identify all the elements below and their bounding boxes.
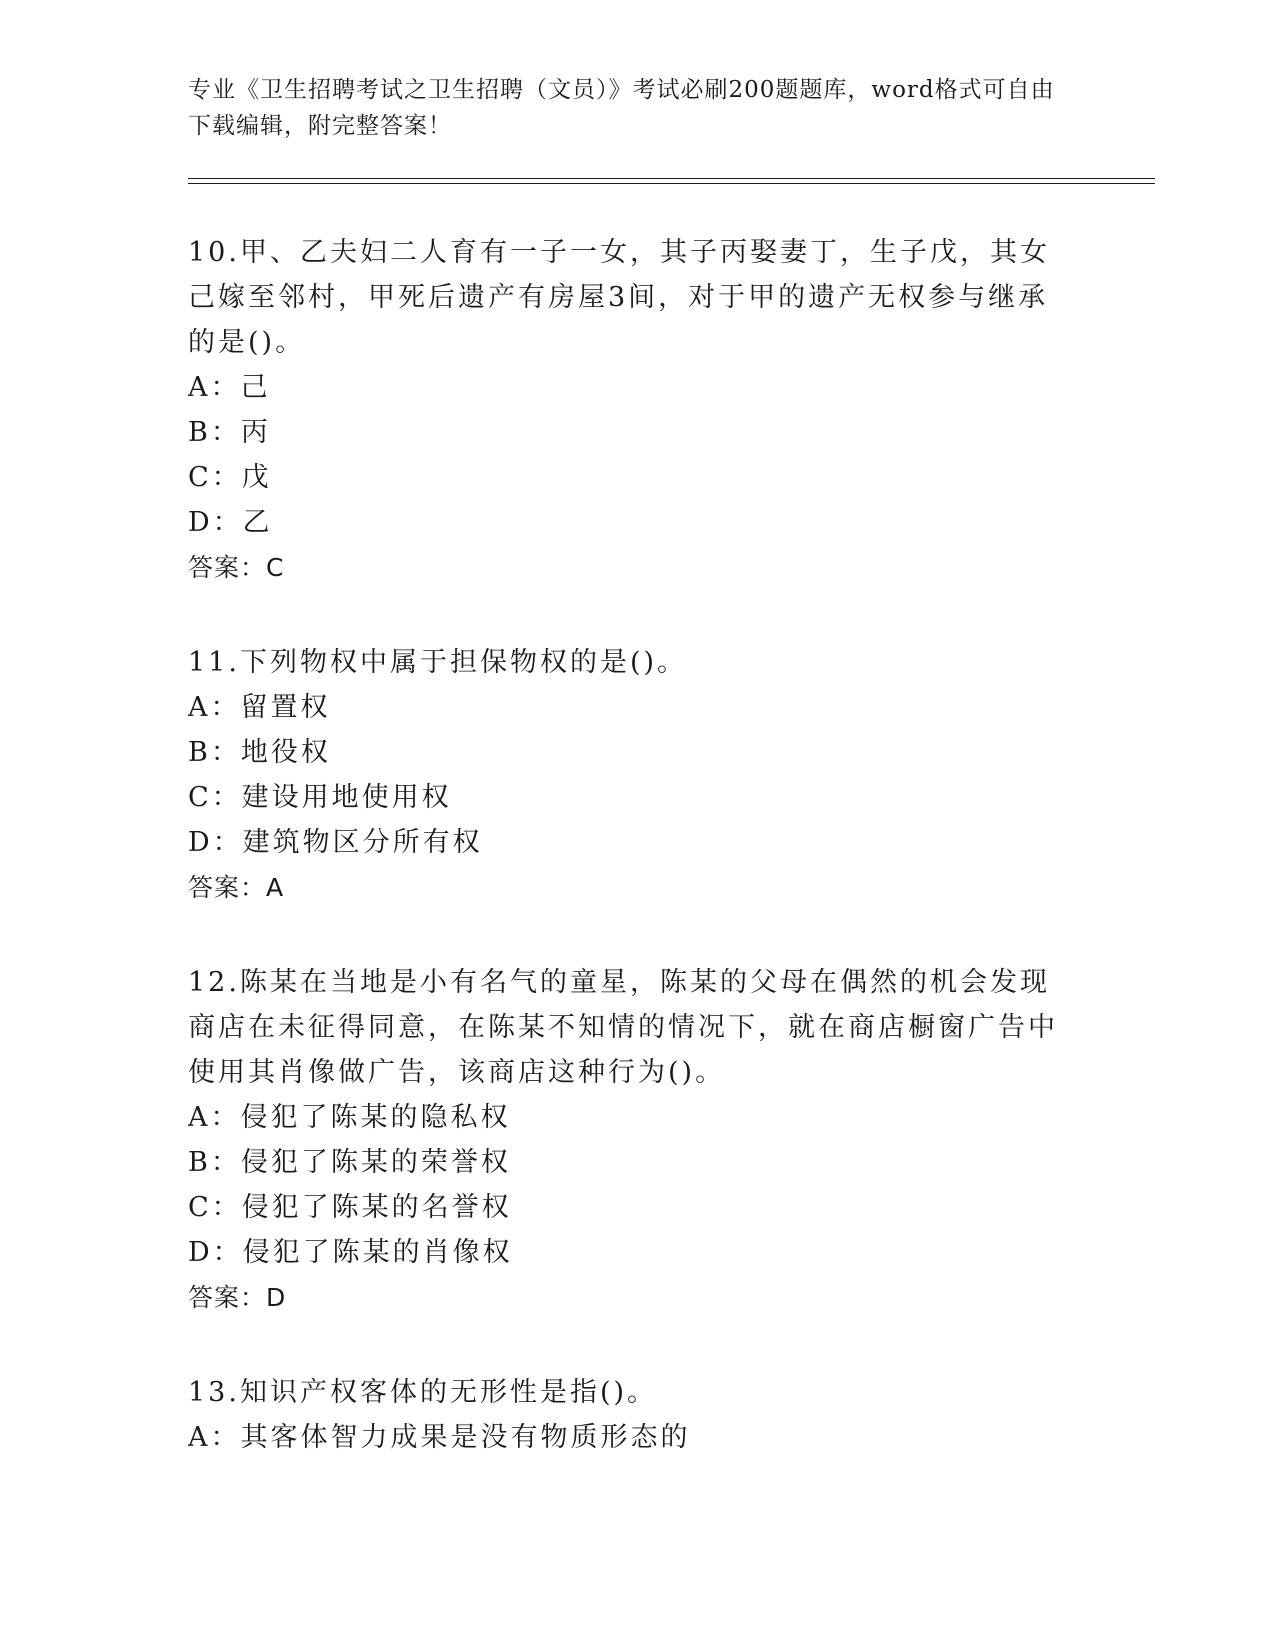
option-letter: B： [188, 417, 241, 448]
option-a [188, 1415, 1068, 1460]
question-13 [188, 1370, 1068, 1460]
question-11 [188, 640, 1068, 910]
option-letter: A： [188, 1422, 241, 1453]
option-d [188, 500, 1068, 545]
option-b [188, 1140, 1068, 1185]
document-header: 专业《卫生招聘考试之卫生招聘（文员）》考试必刷200题题库，word格式可自由下载编辑，附完整答案！ [188, 77, 1055, 139]
option-text: 乙 [242, 507, 273, 538]
option-letter: C： [188, 782, 242, 813]
option-a [188, 685, 1068, 730]
option-a [188, 365, 1068, 410]
option-text: 其客体智力成果是没有物质形态的 [240, 1422, 691, 1453]
option-letter: C： [188, 462, 242, 493]
option-b [188, 730, 1068, 775]
option-d [188, 1230, 1068, 1275]
answer-line: 答案：D [188, 1283, 287, 1312]
option-letter: A： [188, 372, 241, 403]
option-text: 地役权 [240, 737, 331, 768]
option-d [188, 820, 1068, 865]
option-letter: D： [188, 827, 243, 858]
option-text: 丙 [240, 417, 271, 448]
header-divider-bottom [188, 183, 1155, 184]
option-letter: B： [188, 737, 241, 768]
option-text: 侵犯了陈某的肖像权 [242, 1237, 513, 1268]
option-letter: D： [188, 1237, 243, 1268]
option-letter: A： [188, 692, 241, 723]
option-text: 留置权 [240, 692, 331, 723]
option-text: 己 [240, 372, 271, 403]
answer-line: 答案：C [188, 553, 285, 582]
option-text: 侵犯了陈某的荣誉权 [240, 1147, 511, 1178]
question-10 [188, 230, 1068, 590]
option-c [188, 775, 1068, 820]
option-letter: A： [188, 1102, 241, 1133]
header-divider-top [188, 178, 1155, 179]
option-letter: B： [188, 1147, 241, 1178]
question-12 [188, 960, 1068, 1320]
option-text: 建设用地使用权 [241, 782, 452, 813]
option-c [188, 1185, 1068, 1230]
option-a [188, 1095, 1068, 1140]
option-text: 建筑物区分所有权 [242, 827, 483, 858]
question-stem: 13.知识产权客体的无形性是指()。 [188, 1377, 658, 1408]
question-stem: 10.甲、乙夫妇二人育有一子一女，其子丙娶妻丁，生子戊，其女己嫁至邻村，甲死后遗产有房屋3间，对于甲的遗产无权参与继承的是()。 [188, 237, 1050, 358]
option-c [188, 455, 1068, 500]
question-stem: 11.下列物权中属于担保物权的是()。 [188, 647, 688, 678]
option-text: 侵犯了陈某的名誉权 [241, 1192, 512, 1223]
question-stem: 12.陈某在当地是小有名气的童星，陈某的父母在偶然的机会发现商店在未征得同意，在陈某不知情的情况下，就在商店橱窗广告中使用其肖像做广告，该商店这种行为()。 [188, 967, 1058, 1088]
option-letter: C： [188, 1192, 242, 1223]
option-text: 戊 [241, 462, 272, 493]
option-letter: D： [188, 507, 243, 538]
answer-line: 答案：A [188, 873, 285, 902]
option-b [188, 410, 1068, 455]
question-list [188, 230, 1068, 1510]
option-text: 侵犯了陈某的隐私权 [240, 1102, 511, 1133]
